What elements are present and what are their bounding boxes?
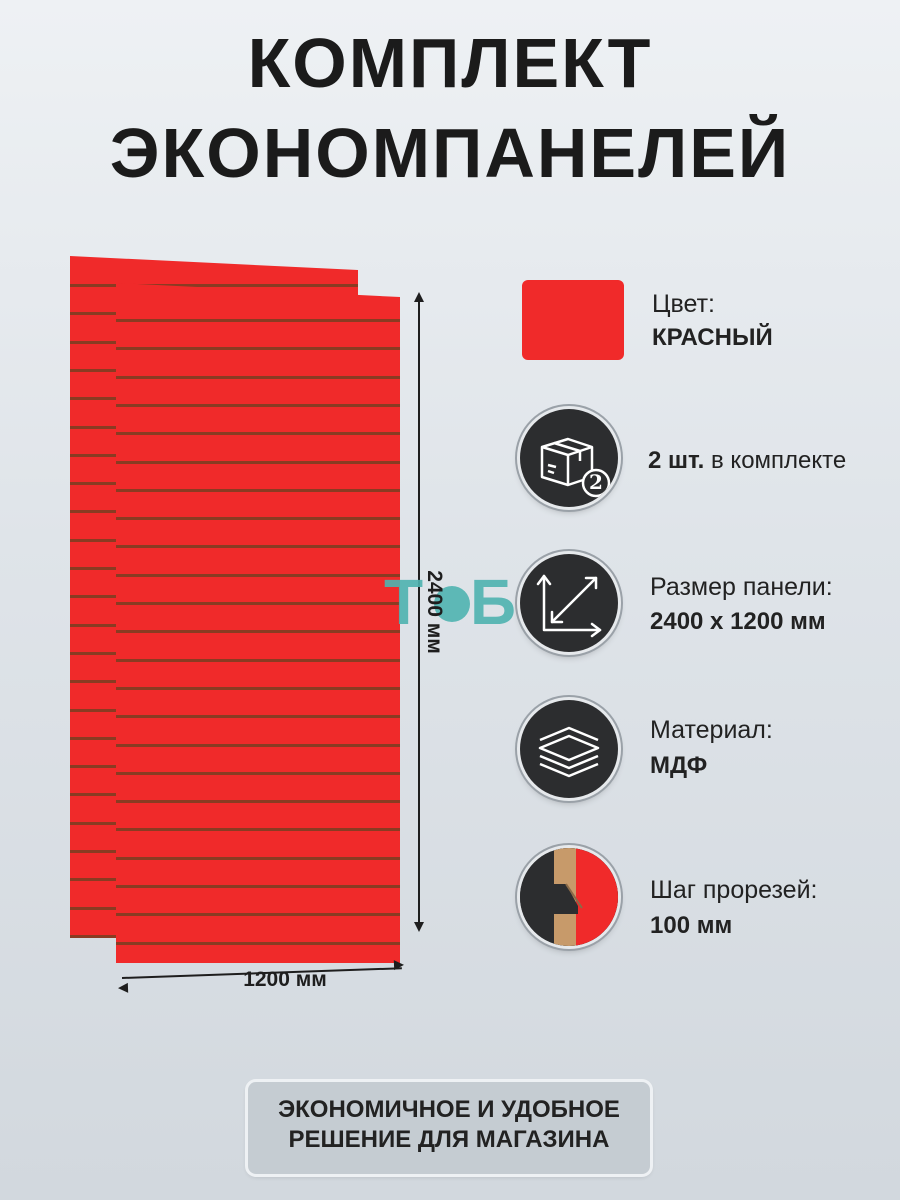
panel-groove	[116, 347, 400, 350]
kit-count-text: в комплекте	[711, 447, 847, 474]
panel-groove	[116, 319, 400, 322]
color-swatch	[522, 280, 624, 360]
panel-groove	[116, 885, 400, 888]
panel-groove	[116, 630, 400, 633]
panel-groove	[116, 715, 400, 718]
panel-groove	[116, 913, 400, 916]
panel-groove	[116, 744, 400, 747]
size-value: 2400 х 1200 мм	[650, 608, 826, 635]
slot-pitch-label: Шаг прорезей:	[650, 876, 818, 904]
color-value: КРАСНЫЙ	[652, 324, 773, 351]
slot-pitch-value: 100 мм	[650, 912, 733, 939]
kit-count-number: 2 шт.	[648, 447, 705, 474]
svg-text:Т: Т	[384, 566, 420, 632]
color-label: Цвет:	[652, 290, 715, 318]
panel-groove	[116, 659, 400, 662]
material-value: МДФ	[650, 752, 708, 779]
panel-groove	[116, 574, 400, 577]
arrow-down-icon	[414, 922, 424, 932]
tob-logo	[384, 566, 522, 632]
title-line-1: КОМПЛЕКТ	[247, 24, 653, 102]
diagonal-arrows-icon	[520, 554, 618, 652]
panel-groove	[116, 517, 400, 520]
panel-groove	[116, 772, 400, 775]
height-label: 2400 мм	[423, 570, 446, 654]
panel-groove	[116, 942, 400, 945]
panel-groove	[116, 828, 400, 831]
layers-icon	[520, 700, 618, 798]
panel-groove	[116, 489, 400, 492]
front-panel	[116, 283, 400, 963]
panel-groove	[116, 602, 400, 605]
tagline-box	[248, 1082, 650, 1174]
panel-groove	[116, 461, 400, 464]
material-label: Материал:	[650, 716, 773, 744]
arrow-up-icon	[414, 292, 424, 302]
panel-groove	[116, 376, 400, 379]
title-line-2: ЭКОНОМПАНЕЛЕЙ	[109, 114, 791, 192]
panel-groove	[116, 687, 400, 690]
panel-groove	[70, 284, 358, 287]
tagline-line-2: РЕШЕНИЕ ДЛЯ МАГАЗИНА	[288, 1126, 610, 1153]
panel-groove	[116, 857, 400, 860]
size-label: Размер панели:	[650, 573, 833, 601]
arrow-left-icon	[118, 983, 128, 993]
panel-groove	[116, 404, 400, 407]
width-label: 1200 мм	[243, 968, 327, 991]
slot-profile-icon	[520, 848, 618, 946]
panel-groove	[116, 545, 400, 548]
panel-groove	[116, 800, 400, 803]
arrow-right-icon	[394, 960, 404, 970]
svg-text:Б: Б	[470, 566, 516, 632]
kit-badge: 2	[589, 470, 603, 494]
tagline-line-1: ЭКОНОМИЧНОЕ И УДОБНОЕ	[278, 1096, 620, 1123]
box-icon	[520, 409, 618, 507]
panel-groove	[116, 432, 400, 435]
kit-count	[648, 447, 846, 475]
